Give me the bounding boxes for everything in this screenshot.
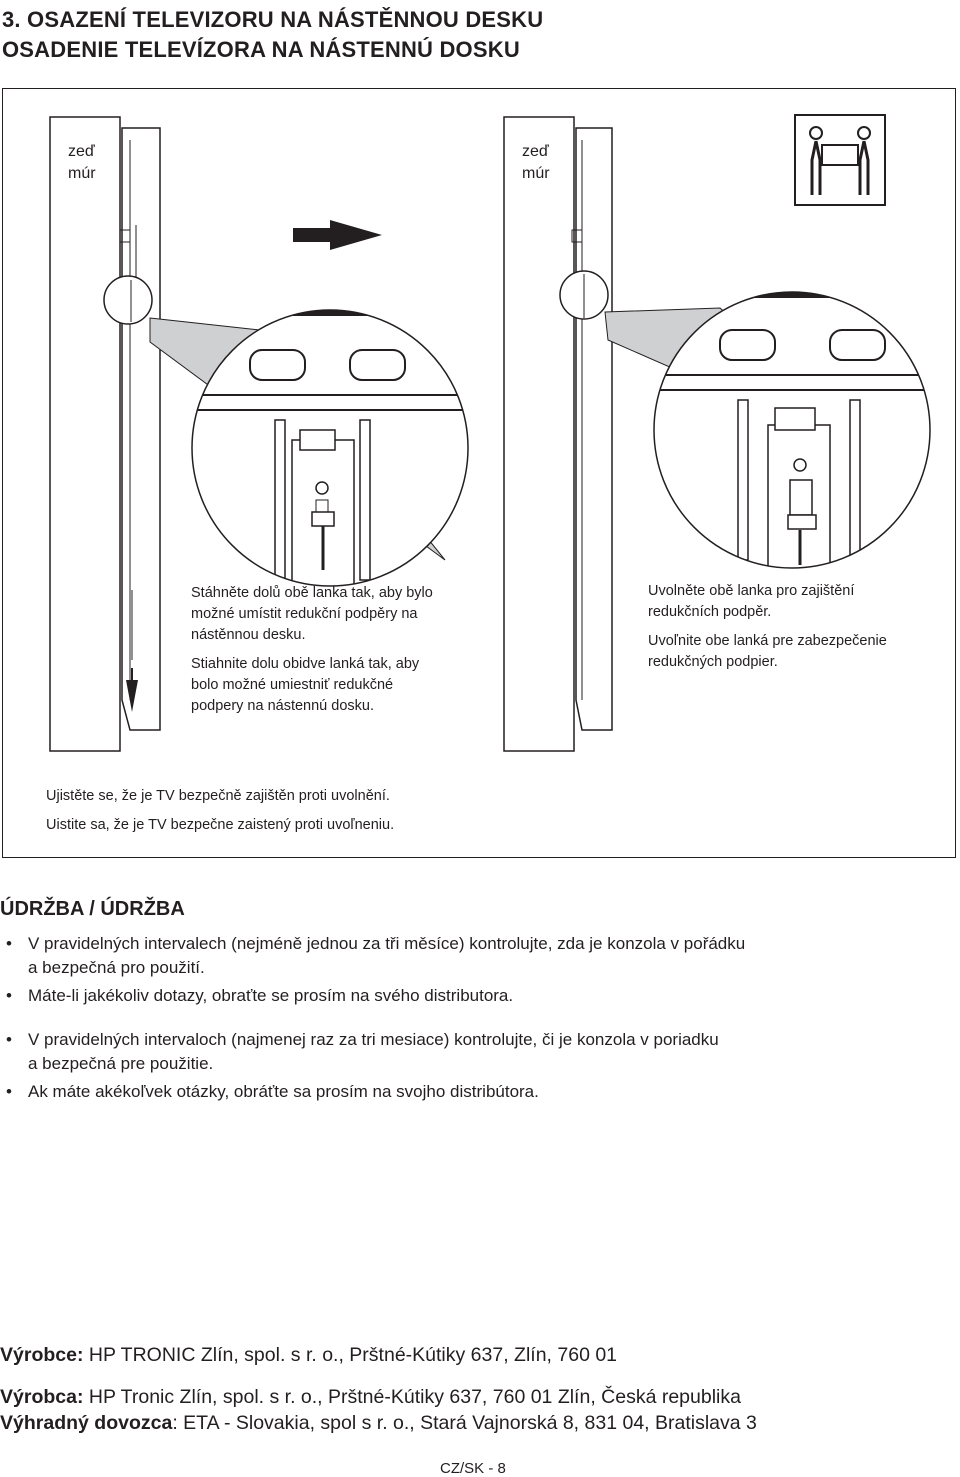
maintenance-title: ÚDRŽBA / ÚDRŽBA [0,898,185,920]
safety-note-sk: Uistite sa, že je TV bezpečne zaistený proti uvoľneniu. [46,817,395,833]
importer: Výhradný dovozca: ETA - Slovakia, spol s r. o., Stará Vajnorská 8, 831 04, Bratislava 3 [0,1412,757,1434]
left-wall-label-cz: zeď [68,143,95,160]
direction-arrow [330,220,382,250]
caption-left-cz-3: nástěnnou desku. [191,627,306,643]
caption-left-sk-3: podpery na nástennú dosku. [191,698,374,714]
list-item: • Ak máte akékoľvek otázky, obráťte sa prosím na svojho distribútora. [2,1080,952,1104]
right-wall-label-sk: múr [522,165,550,182]
caption-left [191,583,491,717]
caption-left-sk-1: Stiahnite dolu obidve lanká tak, aby [191,656,420,672]
manufacturer-cz: Výrobce: HP TRONIC Zlín, spol. s r. o., Prštné-Kútiky 637, Zlín, 760 01 [0,1344,618,1366]
caption-right [648,581,948,673]
safety-note-cz: Ujistěte se, že je TV bezpečně zajištěn proti uvolnění. [46,788,390,804]
right-wall-label-cz: zeď [522,143,549,160]
manufacturer-sk: Výrobca: HP Tronic Zlín, spol. s r. o., Prštné-Kútiky 637, 760 01 Zlín, Česká republika [0,1386,741,1408]
caption-left-cz-1: Stáhněte dolů obě lanka tak, aby bylo [191,585,433,601]
caption-left-sk-2: bolo možné umiestniť redukčné [191,677,394,693]
list-item: • V pravidelných intervaloch (najmenej raz za tri mesiace) kontrolujte, či je konzola v poriadku a bezpečná pre použitie. [2,1028,952,1076]
left-wall [50,117,120,751]
zoom-marker-left [104,276,152,324]
caption-right-cz-2: redukčních podpěr. [648,604,772,620]
caption-left-cz-2: možné umístit redukční podpěry na [191,606,418,622]
two-person-lift-icon [795,115,885,205]
maintenance-list-cz [2,932,952,1012]
right-tv [576,128,612,730]
list-item: • V pravidelných intervalech (nejméně jednou za tři měsíce) kontrolujte, zda je konzola v pořádku a bezpečná pro použití. [2,932,952,980]
left-tv [122,128,160,730]
caption-right-cz-1: Uvolněte obě lanka pro zajištění [648,583,855,599]
caption-right-sk-2: redukčných podpier. [648,654,778,670]
page-title-sk: OSADENIE TELEVÍZORA NA NÁSTENNÚ DOSKU [2,37,520,62]
left-wall-label-sk: múr [68,165,96,182]
page-title-cz: 3. OSAZENÍ TELEVIZORU NA NÁSTĚNNOU DESKU [2,7,544,32]
maintenance-list-sk [2,1028,952,1108]
caption-right-sk-1: Uvoľnite obe lanká pre zabezpečenie [648,633,887,649]
list-item: • Máte-li jakékoliv dotazy, obraťte se prosím na svého distributora. [2,984,952,1008]
right-wall [504,117,574,751]
page-number: CZ/SK - 8 [440,1460,506,1477]
